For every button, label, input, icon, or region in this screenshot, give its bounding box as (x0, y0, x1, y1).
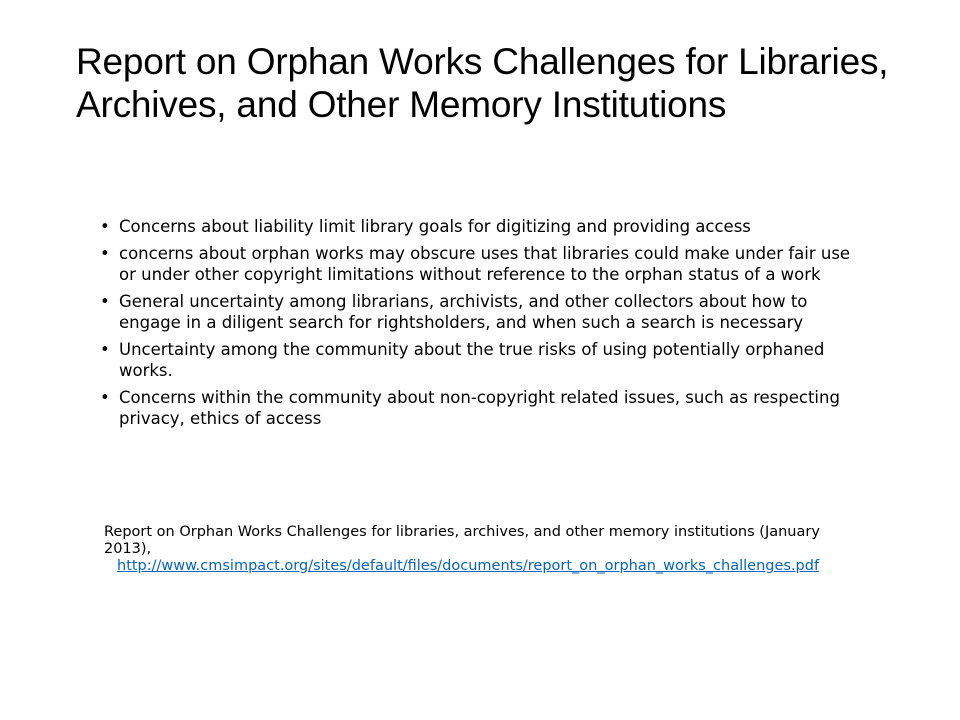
bullet-text: Concerns about liability limit library goals for digitizing and providing access (119, 217, 751, 236)
bullet-item (100, 216, 870, 237)
bullet-text: Uncertainty among the community about the true risks of using potentially orphaned works. (119, 340, 825, 380)
citation-text: Report on Orphan Works Challenges for libraries, archives, and other memory institutions (January 2013), (104, 524, 820, 557)
bullet-icon: • (100, 244, 110, 263)
bullet-icon: • (100, 340, 110, 359)
bullet-item (100, 291, 870, 333)
bullet-icon: • (100, 217, 110, 236)
bullet-text: concerns about orphan works may obscure uses that libraries could make under fair use or under other copyright limitations without reference to the orphan status of a work (119, 244, 851, 284)
bullet-item (100, 339, 870, 381)
citation (104, 524, 864, 575)
citation-link[interactable]: http://www.cmsimpact.org/sites/default/files/documents/report_on_orphan_works_challenges.pdf (117, 558, 820, 574)
bullet-text: Concerns within the community about non-copyright related issues, such as respecting privacy, ethics of access (119, 388, 840, 428)
bullet-item (100, 243, 870, 285)
bullet-icon: • (100, 292, 110, 311)
bullet-list (100, 216, 870, 435)
bullet-item (100, 387, 870, 429)
bullet-icon: • (100, 388, 110, 407)
bullet-text: General uncertainty among librarians, archivists, and other collectors about how to engage in a diligent search for rightsholders, and when such a search is necessary (119, 292, 808, 332)
slide-title: Report on Orphan Works Challenges for Libraries, Archives, and Other Memory Institutions (76, 41, 889, 125)
